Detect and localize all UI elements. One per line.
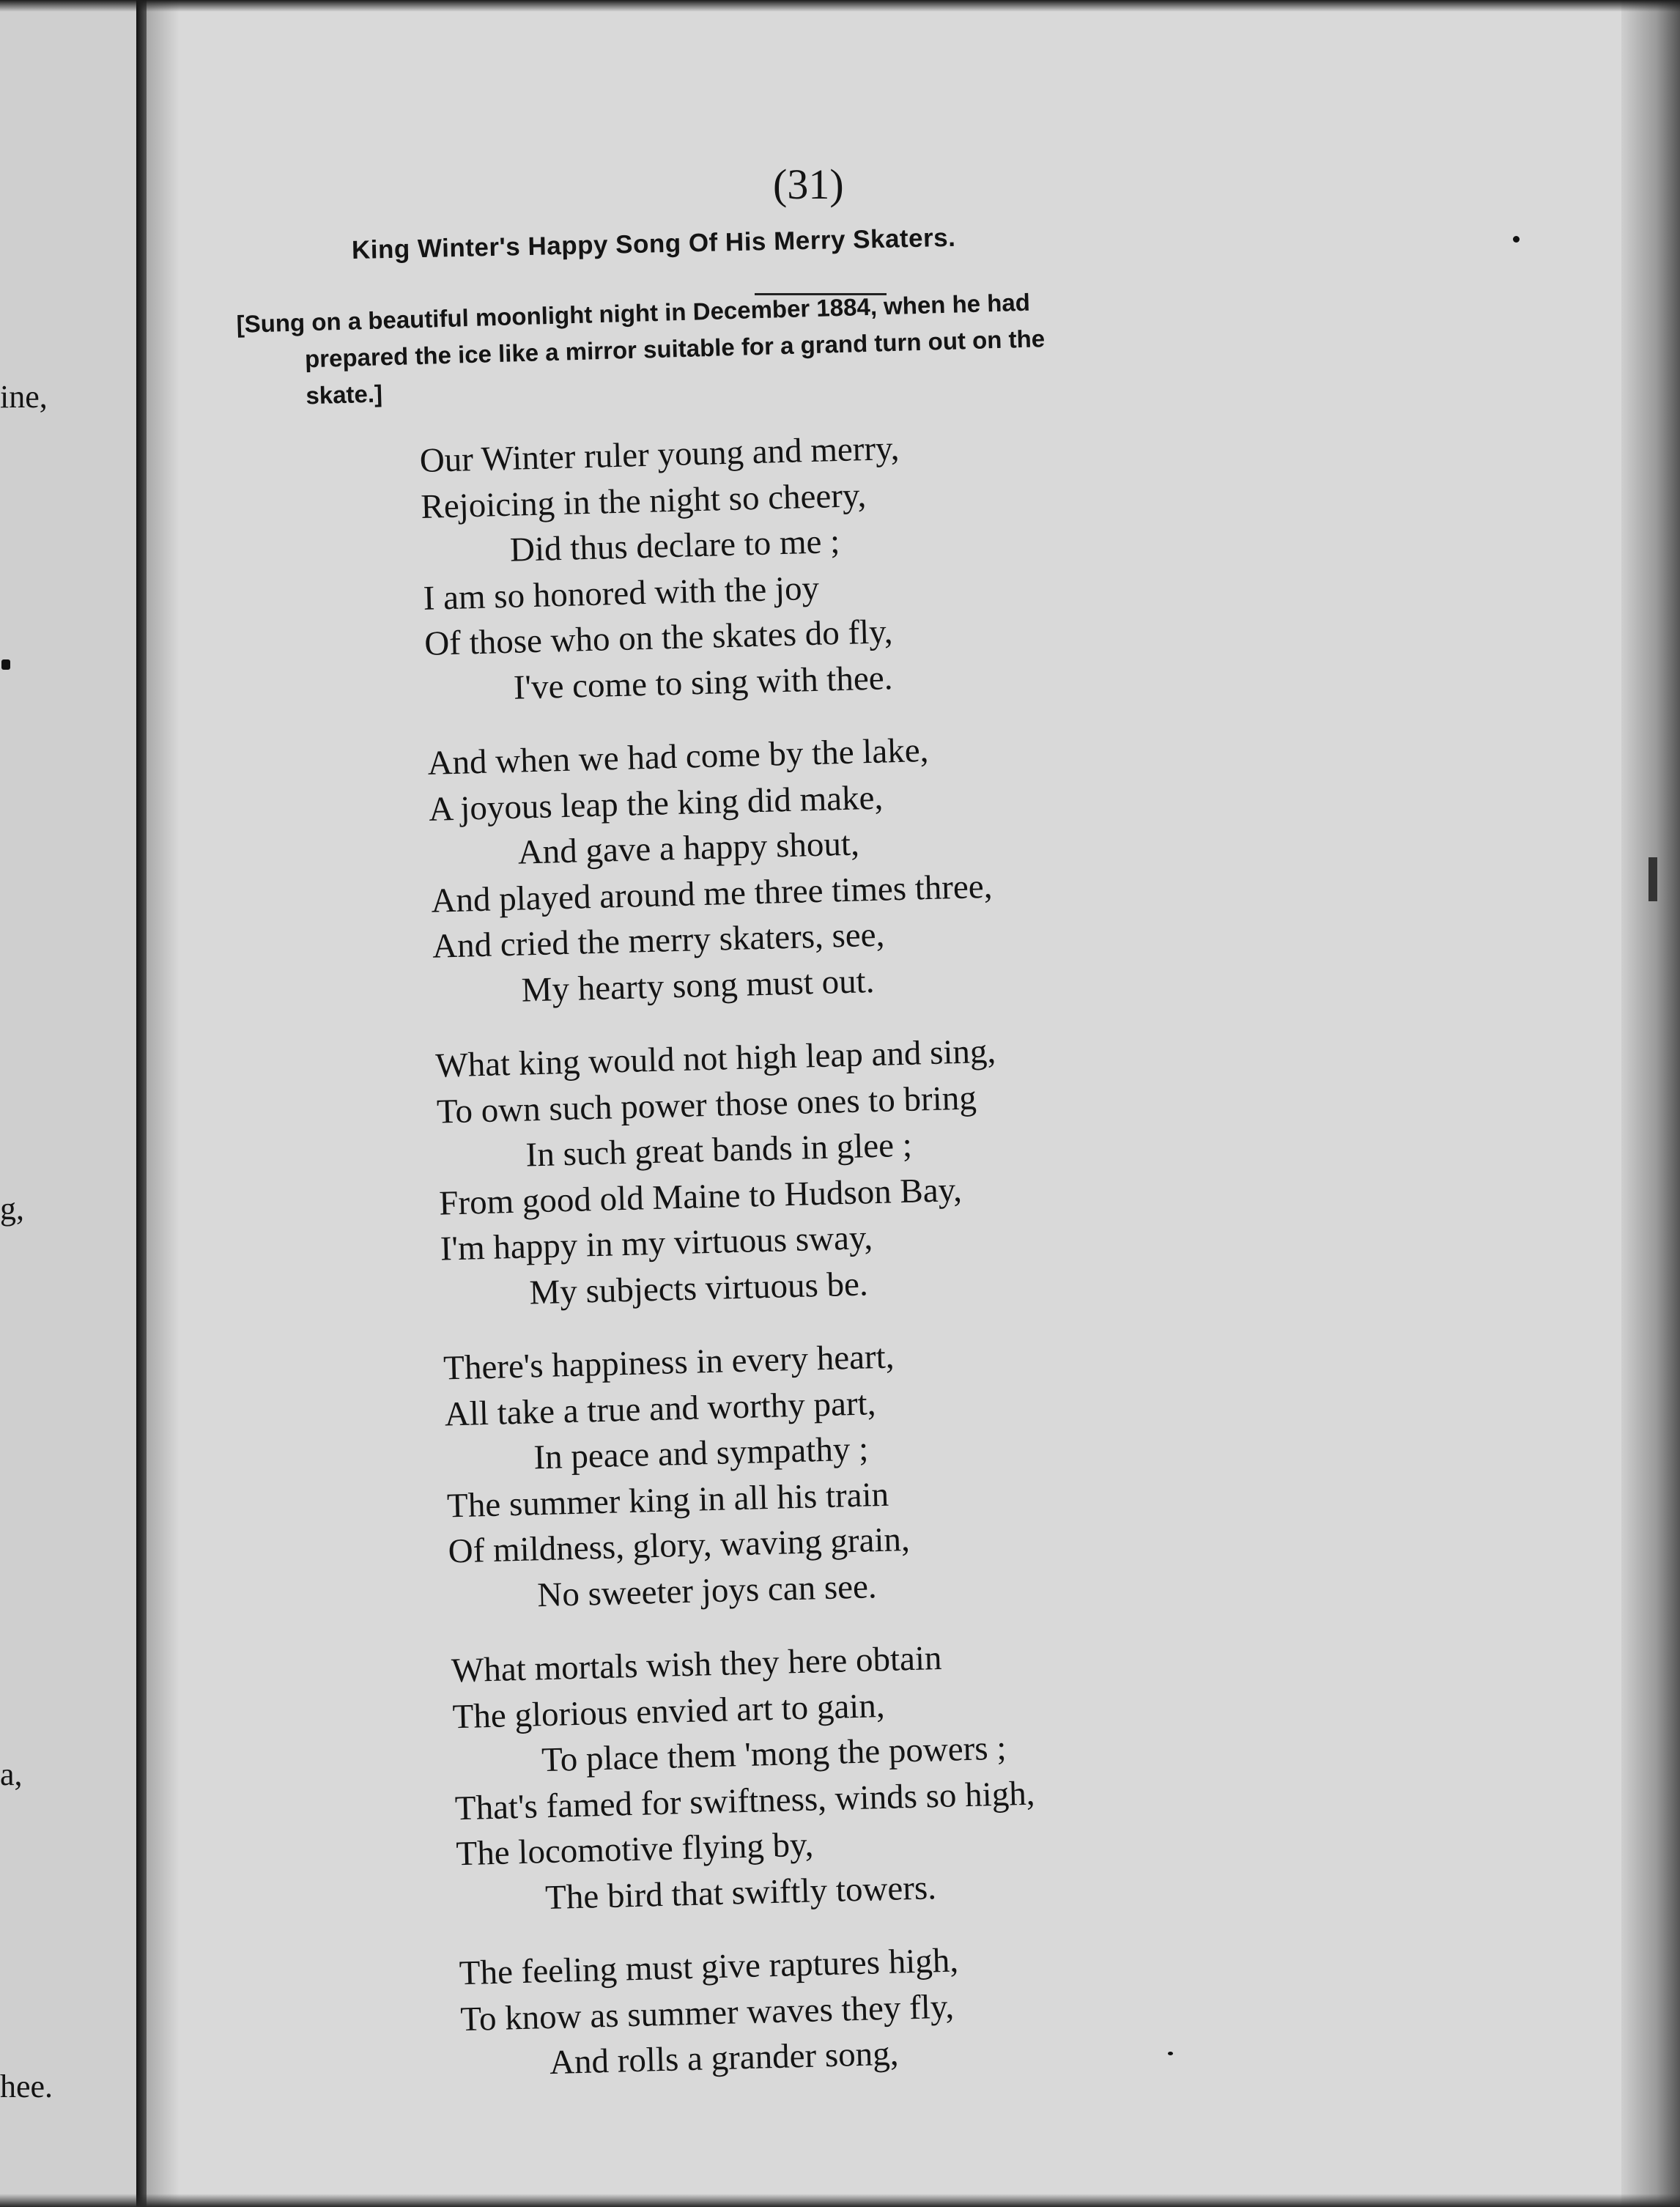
verse-line: And when we had come by the lake, — [426, 731, 929, 783]
verse-line: The glorious envied art to gain, — [452, 1686, 886, 1736]
ink-speck — [1168, 2052, 1173, 2055]
verse-line: I've come to sing with thee. — [513, 658, 893, 707]
verse-line: A joyous leap the king did make, — [428, 778, 884, 829]
verse-line: In peace and sympathy ; — [533, 1430, 869, 1477]
song-title: King Winter's Happy Song Of His Merry Skaters. — [351, 223, 956, 265]
verse-line: Our Winter ruler young and merry, — [419, 429, 900, 480]
verse-line: The bird that swiftly towers. — [544, 1868, 937, 1917]
stanza — [459, 1936, 1042, 2088]
poem — [419, 423, 1043, 2115]
verse-line: The locomotive flying by, — [455, 1825, 814, 1874]
verse-line: What king would not high leap and sing, — [434, 1032, 996, 1085]
stanza — [427, 725, 1014, 1016]
verse-line: In such great bands in glee ; — [525, 1125, 913, 1175]
page-number: (31) — [773, 160, 844, 208]
stanza — [451, 1633, 1037, 1923]
stanza — [435, 1028, 1022, 1318]
page-right-edge — [1621, 0, 1680, 2207]
book-gutter — [136, 0, 147, 2207]
verse-line: The feeling must give raptures high, — [459, 1941, 959, 1993]
verse-line: All take a true and worthy part, — [444, 1383, 876, 1434]
intro-line: prepared the ice like a mirror suitable for a grand turn out on the — [304, 325, 1046, 373]
intro-line: [Sung on a beautiful moonlight night in December 1884, when he had — [236, 288, 1031, 338]
verse-line: My subjects virtuous be. — [528, 1264, 869, 1312]
stanza — [419, 423, 1006, 713]
left-page-fragment: hee. — [0, 2069, 53, 2104]
verse-line: I am so honored with the joy — [423, 569, 820, 618]
left-page-fragment: a, — [0, 1756, 23, 1792]
verse-line: And gave a happy shout, — [517, 824, 860, 872]
verse-line: I'm happy in my virtuous sway, — [440, 1219, 873, 1268]
page-edge-mark — [1648, 857, 1657, 901]
verse-line: No sweeter joys can see. — [536, 1567, 878, 1614]
verse-line: That's famed for swiftness, winds so high, — [454, 1774, 1036, 1827]
scan-top-edge — [0, 0, 1680, 12]
scan-bottom-edge — [0, 2194, 1680, 2207]
verse-line: The summer king in all his train — [446, 1475, 889, 1525]
verse-line: And played around me three times three, — [430, 867, 993, 920]
stanza — [443, 1331, 1029, 1621]
ink-speck — [1513, 236, 1520, 243]
left-page-mark — [1, 659, 10, 670]
verse-line: And cried the merry skaters, see, — [432, 915, 885, 966]
verse-line: To know as summer waves they fly, — [459, 1987, 955, 2038]
left-page-fragment: ine, — [0, 379, 48, 415]
verse-line: Of mildness, glory, waving grain, — [448, 1520, 911, 1571]
intro-note — [236, 273, 1411, 416]
verse-line: My hearty song must out. — [521, 961, 876, 1010]
verse-line: Did thus declare to me ; — [509, 522, 840, 569]
verse-line: To own such power those ones to bring — [436, 1078, 977, 1131]
intro-line: skate.] — [305, 380, 383, 410]
gutter-shadow — [147, 0, 180, 2207]
verse-line: From good old Maine to Hudson Bay, — [438, 1170, 963, 1223]
verse-line: To place them 'mong the powers ; — [541, 1729, 1007, 1780]
verse-line: There's happiness in every heart, — [443, 1337, 895, 1388]
verse-line: Of those who on the skates do fly, — [423, 613, 894, 663]
left-facing-page — [0, 0, 139, 2207]
left-page-fragment: g, — [0, 1191, 24, 1227]
verse-line: And rolls a grander song, — [549, 2034, 900, 2082]
verse-line: Rejoicing in the night so cheery, — [420, 476, 867, 526]
verse-line: What mortals wish they here obtain — [451, 1638, 943, 1690]
